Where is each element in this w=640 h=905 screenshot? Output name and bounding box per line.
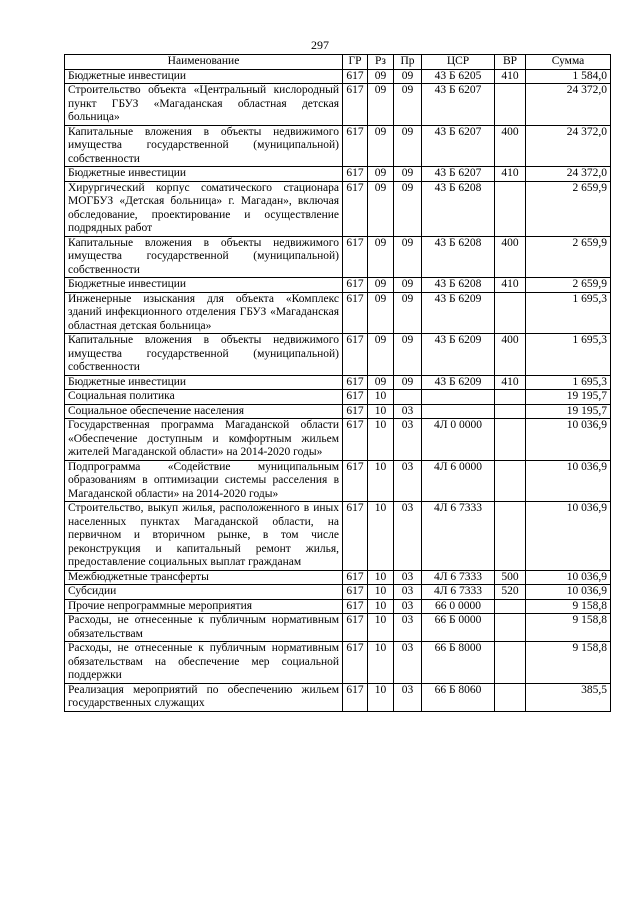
cell-csr: 43 Б 6209 [422,375,495,390]
table-row [65,642,611,684]
cell-gr: 617 [343,570,368,585]
cell-rz: 10 [368,614,394,642]
cell-pr: 03 [394,683,422,711]
cell-vr [495,419,526,461]
cell-vr [495,599,526,614]
cell-name: Капитальные вложения в объекты недвижимого имущества государственной (муниципальной) собственности [65,334,343,376]
cell-vr: 400 [495,334,526,376]
cell-pr: 09 [394,278,422,293]
cell-rz: 10 [368,404,394,419]
table-row [65,334,611,376]
cell-name: Подпрограмма «Содействие муниципальным образованиям в оптимизации системы расселения в Магаданской области» на 2014-2020 годы» [65,460,343,502]
cell-name: Инженерные изыскания для объекта «Комплекс зданий инфекционного отделения ГБУЗ «Магаданская областная детская больница» [65,292,343,334]
cell-gr: 617 [343,642,368,684]
cell-vr [495,460,526,502]
cell-csr: 66 Б 8060 [422,683,495,711]
cell-vr [495,181,526,236]
cell-csr: 4Л 6 7333 [422,502,495,571]
cell-vr: 410 [495,278,526,293]
cell-vr: 400 [495,125,526,167]
cell-sum: 385,5 [526,683,611,711]
cell-csr: 43 Б 6208 [422,181,495,236]
cell-name: Прочие непрограммные мероприятия [65,599,343,614]
table-row [65,614,611,642]
cell-rz: 10 [368,419,394,461]
cell-name: Бюджетные инвестиции [65,278,343,293]
table-row [65,278,611,293]
cell-pr [394,390,422,405]
cell-sum: 19 195,7 [526,404,611,419]
cell-csr: 4Л 6 0000 [422,460,495,502]
cell-rz: 09 [368,125,394,167]
cell-sum: 10 036,9 [526,570,611,585]
cell-pr: 03 [394,585,422,600]
cell-sum: 24 372,0 [526,167,611,182]
cell-pr: 03 [394,502,422,571]
cell-sum: 10 036,9 [526,419,611,461]
cell-pr: 09 [394,181,422,236]
cell-rz: 09 [368,181,394,236]
cell-sum: 9 158,8 [526,642,611,684]
cell-csr: 43 Б 6207 [422,84,495,126]
table-row [65,502,611,571]
cell-pr: 09 [394,236,422,278]
cell-vr: 410 [495,69,526,84]
cell-sum: 2 659,9 [526,236,611,278]
cell-pr: 03 [394,642,422,684]
cell-name: Бюджетные инвестиции [65,69,343,84]
cell-rz: 10 [368,460,394,502]
cell-rz: 10 [368,599,394,614]
cell-name: Бюджетные инвестиции [65,167,343,182]
cell-vr [495,683,526,711]
cell-vr: 400 [495,236,526,278]
cell-gr: 617 [343,599,368,614]
cell-name: Расходы, не отнесенные к публичным нормативным обязательствам [65,614,343,642]
table-row [65,84,611,126]
cell-vr [495,502,526,571]
cell-name: Расходы, не отнесенные к публичным нормативным обязательствам на обеспечение мер социальной поддержки [65,642,343,684]
cell-pr: 09 [394,167,422,182]
header-sum: Сумма [526,55,611,70]
cell-pr: 03 [394,614,422,642]
cell-csr: 66 Б 8000 [422,642,495,684]
cell-rz: 10 [368,570,394,585]
header-vr: ВР [495,55,526,70]
page-number: 297 [311,38,329,52]
cell-name: Бюджетные инвестиции [65,375,343,390]
cell-rz: 10 [368,502,394,571]
cell-rz: 09 [368,167,394,182]
cell-vr: 500 [495,570,526,585]
cell-sum: 2 659,9 [526,181,611,236]
cell-sum: 1 695,3 [526,292,611,334]
cell-sum: 19 195,7 [526,390,611,405]
cell-sum: 9 158,8 [526,599,611,614]
cell-csr [422,404,495,419]
cell-gr: 617 [343,292,368,334]
cell-csr: 4Л 0 0000 [422,419,495,461]
cell-csr: 43 Б 6207 [422,125,495,167]
cell-vr [495,642,526,684]
cell-rz: 09 [368,84,394,126]
cell-name: Реализация мероприятий по обеспечению жильем государственных служащих [65,683,343,711]
table-row [65,167,611,182]
cell-gr: 617 [343,125,368,167]
cell-rz: 09 [368,375,394,390]
cell-pr: 03 [394,404,422,419]
cell-rz: 09 [368,334,394,376]
cell-gr: 617 [343,683,368,711]
table-row [65,181,611,236]
cell-vr [495,390,526,405]
cell-gr: 617 [343,375,368,390]
header-rz: Рз [368,55,394,70]
table-row [65,125,611,167]
cell-gr: 617 [343,585,368,600]
cell-vr [495,292,526,334]
cell-rz: 10 [368,642,394,684]
cell-name: Капитальные вложения в объекты недвижимого имущества государственной (муниципальной) собственности [65,236,343,278]
cell-pr: 09 [394,69,422,84]
table-row [65,570,611,585]
cell-rz: 09 [368,236,394,278]
cell-rz: 10 [368,683,394,711]
budget-table [64,54,611,712]
cell-rz: 09 [368,69,394,84]
cell-csr: 43 Б 6208 [422,278,495,293]
cell-csr: 66 Б 0000 [422,614,495,642]
cell-gr: 617 [343,236,368,278]
cell-csr: 43 Б 6208 [422,236,495,278]
cell-gr: 617 [343,334,368,376]
cell-sum: 1 584,0 [526,69,611,84]
cell-sum: 1 695,3 [526,334,611,376]
cell-gr: 617 [343,614,368,642]
cell-csr: 4Л 6 7333 [422,570,495,585]
cell-csr: 43 Б 6209 [422,334,495,376]
cell-name: Государственная программа Магаданской области «Обеспечение доступным и комфортным жильем жителей Магаданской области» на 2014-2020 годы» [65,419,343,461]
table-row [65,375,611,390]
cell-name: Капитальные вложения в объекты недвижимого имущества государственной (муниципальной) собственности [65,125,343,167]
cell-name: Строительство, выкуп жилья, расположенного в иных населенных пунктах Магаданской области, на первичном и вторичном рынке, в том числе реконструкция и капитальный ремонт жилья, предоставление социальных выплат гражданам [65,502,343,571]
table-row [65,236,611,278]
cell-sum: 10 036,9 [526,585,611,600]
cell-csr: 43 Б 6205 [422,69,495,84]
cell-name: Строительство объекта «Центральный кислородный пункт ГБУЗ «Магаданская областная детская больница» [65,84,343,126]
cell-gr: 617 [343,390,368,405]
cell-name: Субсидии [65,585,343,600]
cell-sum: 2 659,9 [526,278,611,293]
cell-gr: 617 [343,404,368,419]
cell-sum: 10 036,9 [526,502,611,571]
table-row [65,419,611,461]
cell-rz: 10 [368,390,394,405]
cell-gr: 617 [343,84,368,126]
cell-pr: 03 [394,419,422,461]
table-row [65,683,611,711]
cell-csr [422,390,495,405]
cell-csr: 43 Б 6207 [422,167,495,182]
cell-pr: 03 [394,599,422,614]
cell-rz: 09 [368,292,394,334]
cell-pr: 09 [394,334,422,376]
cell-sum: 24 372,0 [526,125,611,167]
cell-gr: 617 [343,502,368,571]
cell-gr: 617 [343,278,368,293]
header-pr: Пр [394,55,422,70]
header-csr: ЦСР [422,55,495,70]
cell-vr [495,614,526,642]
cell-gr: 617 [343,69,368,84]
cell-name: Социальное обеспечение населения [65,404,343,419]
cell-name: Межбюджетные трансферты [65,570,343,585]
cell-sum: 9 158,8 [526,614,611,642]
cell-vr: 410 [495,167,526,182]
cell-csr: 66 0 0000 [422,599,495,614]
table-row [65,585,611,600]
cell-pr: 09 [394,84,422,126]
cell-gr: 617 [343,181,368,236]
cell-pr: 09 [394,292,422,334]
table-row [65,390,611,405]
table-header-row [65,55,611,70]
cell-pr: 09 [394,375,422,390]
cell-pr: 09 [394,125,422,167]
table-row [65,292,611,334]
header-gr: ГР [343,55,368,70]
cell-pr: 03 [394,460,422,502]
cell-sum: 24 372,0 [526,84,611,126]
table-body [65,69,611,711]
cell-gr: 617 [343,460,368,502]
cell-rz: 10 [368,585,394,600]
cell-rz: 09 [368,278,394,293]
table-row [65,599,611,614]
table-row [65,69,611,84]
cell-vr: 410 [495,375,526,390]
cell-vr: 520 [495,585,526,600]
table-row [65,404,611,419]
cell-vr [495,84,526,126]
cell-gr: 617 [343,167,368,182]
cell-sum: 1 695,3 [526,375,611,390]
cell-sum: 10 036,9 [526,460,611,502]
table-row [65,460,611,502]
cell-gr: 617 [343,419,368,461]
cell-csr: 43 Б 6209 [422,292,495,334]
cell-name: Социальная политика [65,390,343,405]
header-name: Наименование [65,55,343,70]
cell-name: Хирургический корпус соматического стационара МОГБУЗ «Детская больница» г. Магадан», включая обследование, проектирование и осуществление подрядных работ [65,181,343,236]
cell-csr: 4Л 6 7333 [422,585,495,600]
cell-pr: 03 [394,570,422,585]
cell-vr [495,404,526,419]
